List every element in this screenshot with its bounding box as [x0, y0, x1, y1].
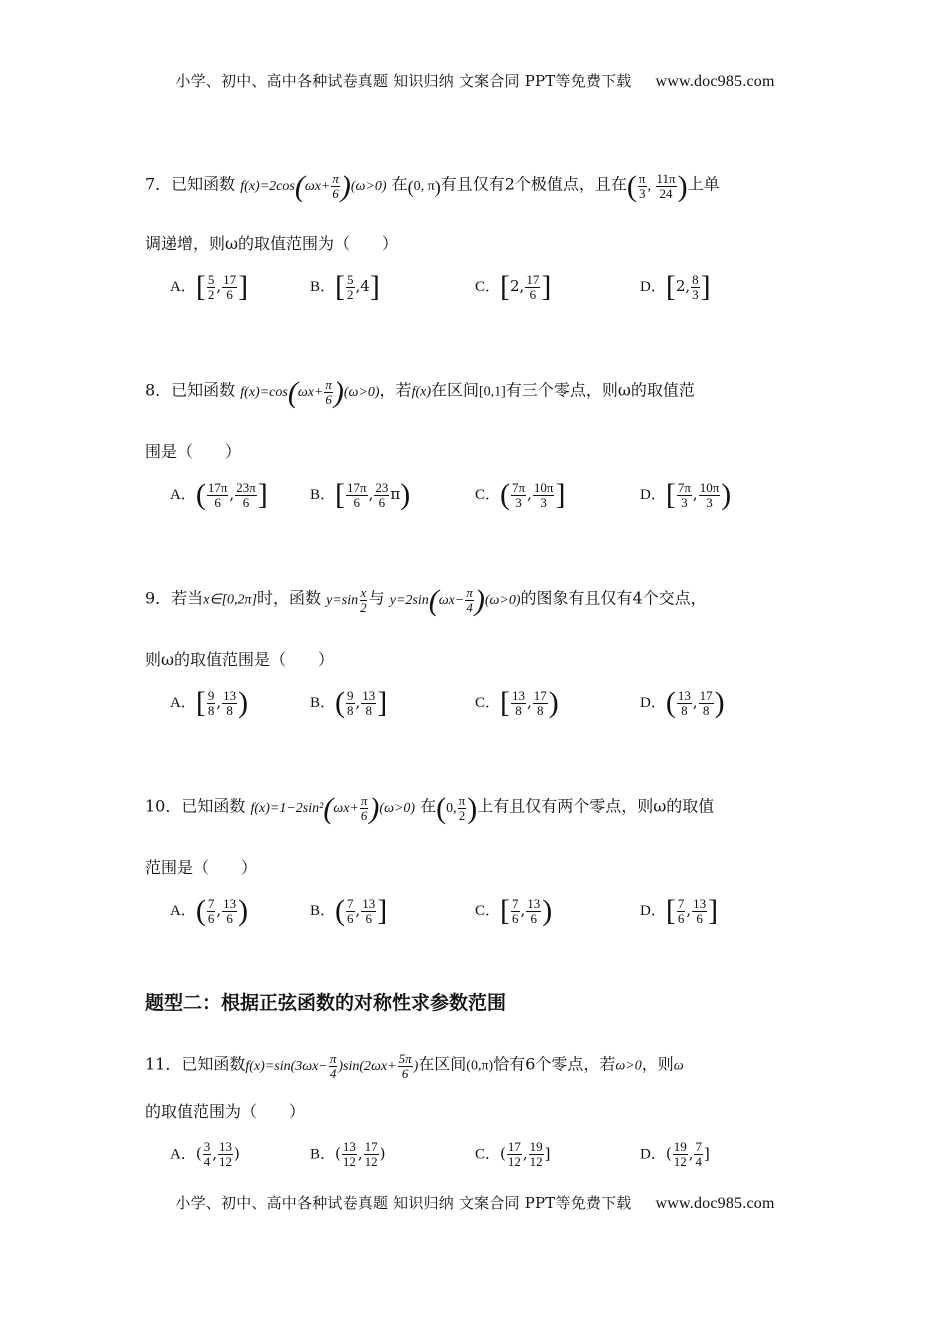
- question-7: 7．已知函数 f(x)=2cos(ωx+ $\frac{\pi}{6}$ )(ω>0) 在(0, π)有且仅有2个极值点，且在( $\frac{\pi}{3}$ , $\frac{11\pi}{24}$ )上单: [145, 169, 720, 203]
- q9-option-b[interactable]: B．( $\frac{9}{8}$ , $\frac{13}{8}$ ]: [310, 686, 388, 719]
- footer-text: 小学、初中、高中各种试卷真题 知识归纳 文案合同 PPT等免费下载: [175, 1194, 632, 1212]
- page-footer: [0, 1192, 950, 1213]
- q9-option-d[interactable]: D．( $\frac{13}{8}$ , $\frac{17}{8}$ ): [640, 686, 725, 719]
- footer-url[interactable]: www.doc985.com: [655, 1195, 775, 1212]
- q11-option-b[interactable]: B．( $\frac{13}{12}$ , $\frac{17}{12}$ ): [310, 1139, 386, 1169]
- q8-option-a[interactable]: A．( $\frac{17\pi}{6}$ , $\frac{23\pi}{6}$ ]: [170, 478, 268, 511]
- q10-option-b[interactable]: B．( $\frac{7}{6}$ , $\frac{13}{6}$ ]: [310, 894, 388, 927]
- question-11-line2: 的取值范围为（ ）: [145, 1102, 306, 1121]
- question-10: 10．已知函数 f(x)=1−2sin²(ωx+ $\frac{\pi}{6}$ )(ω>0) 在(0, $\frac{\pi}{2}$ )上有且仅有两个零点，则ω的取值: [145, 791, 715, 825]
- q9-formula-2: y=2sin(ωx− $\frac{\pi}{4}$ )(ω>0): [389, 583, 521, 617]
- page-header: [0, 70, 950, 91]
- question-10-line2: 范围是（ ）: [145, 858, 258, 877]
- header-text: 小学、初中、高中各种试卷真题 知识归纳 文案合同 PPT等免费下载: [175, 72, 632, 90]
- q7-option-b[interactable]: B．[ $\frac{5}{2}$ ,4]: [310, 270, 380, 303]
- header-url[interactable]: www.doc985.com: [655, 73, 775, 90]
- q11-option-c[interactable]: C．( $\frac{17}{12}$ , $\frac{19}{12}$ ]: [475, 1139, 551, 1169]
- q8-option-b[interactable]: B．[ $\frac{17\pi}{6}$ , $\frac{23}{6}$ π): [310, 478, 411, 511]
- question-11: 11．已知函数f(x)=sin(3ωx− $\frac{\pi}{4}$ )sin(2ωx+ $\frac{5\pi}{6}$ )在区间(0,π)恰有6个零点，若ω>0，则ω: [145, 1051, 684, 1081]
- q7-option-c[interactable]: C．[2, $\frac{17}{6}$ ]: [475, 270, 552, 303]
- q7-option-d[interactable]: D．[2, $\frac{8}{3}$ ]: [640, 270, 711, 303]
- q8-option-d[interactable]: D．[ $\frac{7\pi}{3}$ , $\frac{10\pi}{3}$ ): [640, 478, 732, 511]
- question-8-line2: 围是（ ）: [145, 442, 242, 461]
- question-9-line2: 则ω的取值范围是（ ）: [145, 650, 335, 669]
- question-8: 8．已知函数 f(x)=cos(ωx+ $\frac{\pi}{6}$ )(ω>0)，若f(x)在区间[0,1]有三个零点，则ω的取值范: [145, 375, 695, 409]
- q8-option-c[interactable]: C．( $\frac{7\pi}{3}$ , $\frac{10\pi}{3}$ ]: [475, 478, 566, 511]
- q9-formula-1: y=sin $\frac{x}{2}$: [326, 585, 367, 615]
- section-title: 题型二：根据正弦函数的对称性求参数范围: [145, 992, 507, 1014]
- q10-formula: f(x)=1−2sin²(ωx+ $\frac{\pi}{6}$ )(ω>0): [250, 791, 416, 825]
- q8-formula: f(x)=cos(ωx+ $\frac{\pi}{6}$ )(ω>0): [240, 375, 380, 409]
- question-9: 9．若当x∈[0,2π]时，函数 y=sin $\frac{x}{2}$ 与 y=2sin(ωx− $\frac{\pi}{4}$ )(ω>0)的图象有且仅有4个交点，: [145, 583, 707, 617]
- q10-option-a[interactable]: A．( $\frac{7}{6}$ , $\frac{13}{6}$ ): [170, 894, 249, 927]
- q10-option-c[interactable]: C．[ $\frac{7}{6}$ , $\frac{13}{6}$ ): [475, 894, 553, 927]
- q9-option-c[interactable]: C．[ $\frac{13}{8}$ , $\frac{17}{8}$ ): [475, 686, 559, 719]
- q11-option-a[interactable]: A．( $\frac{3}{4}$ , $\frac{13}{12}$ ): [170, 1139, 240, 1169]
- q7-option-a[interactable]: A．[ $\frac{5}{2}$ , $\frac{17}{6}$ ]: [170, 270, 249, 303]
- q7-formula: f(x)=2cos(ωx+ $\frac{\pi}{6}$ )(ω>0): [240, 169, 387, 203]
- q9-option-a[interactable]: A．[ $\frac{9}{8}$ , $\frac{13}{8}$ ): [170, 686, 249, 719]
- question-7-line2: 调递增，则ω的取值范围为（ ）: [145, 234, 399, 253]
- q11-formula: f(x)=sin(3ωx− $\frac{\pi}{4}$ )sin(2ωx+ $\frac{5\pi}{6}$ ): [245, 1051, 419, 1081]
- q10-option-d[interactable]: D．[ $\frac{7}{6}$ , $\frac{13}{6}$ ]: [640, 894, 719, 927]
- q11-option-d[interactable]: D．( $\frac{19}{12}$ , $\frac{7}{4}$ ]: [640, 1139, 710, 1169]
